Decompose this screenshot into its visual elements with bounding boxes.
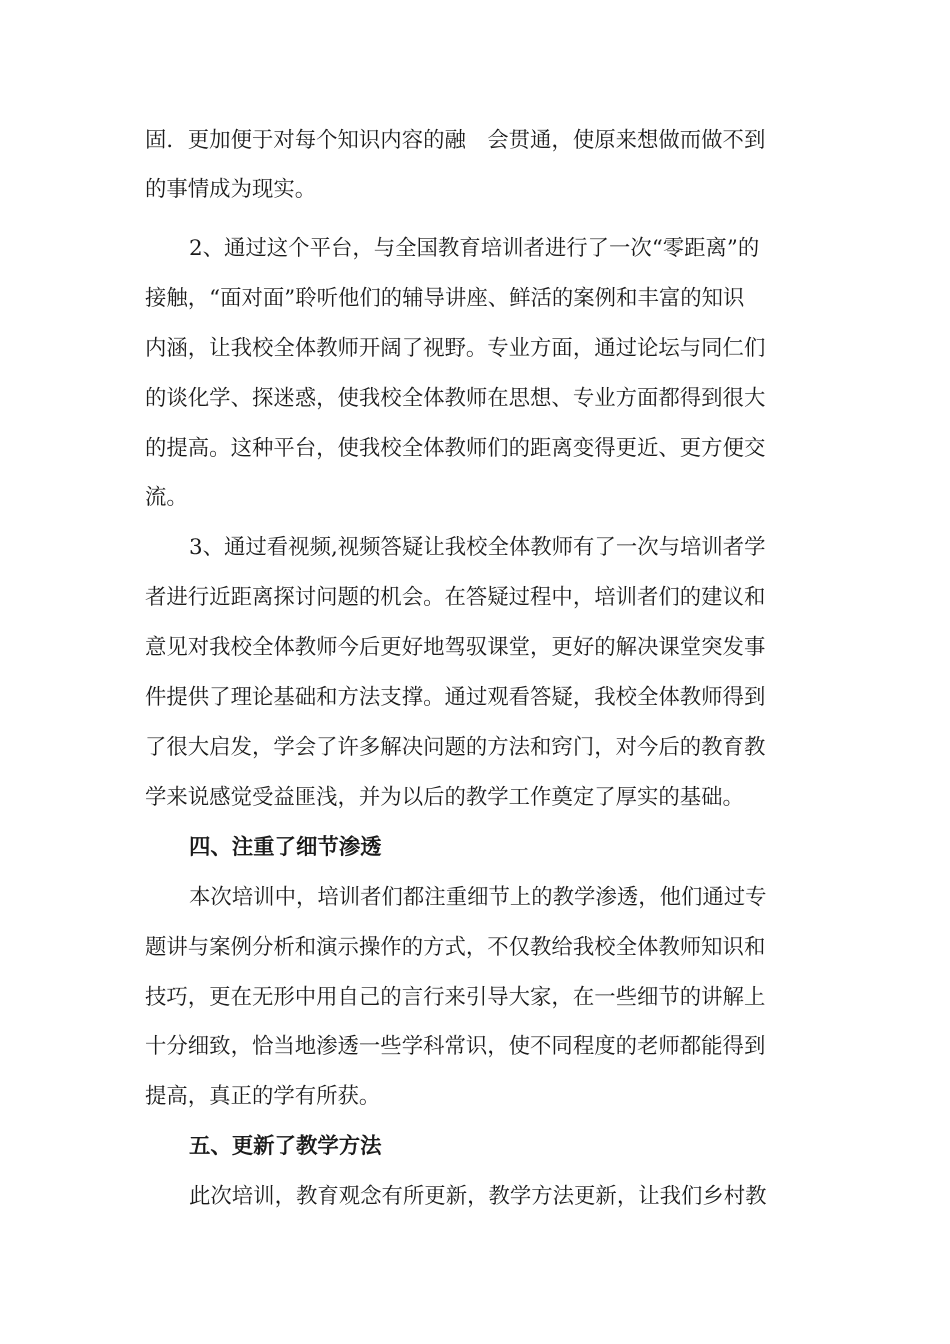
paragraph-first-line: 2、通过这个平台，与全国教育培训者进行了一次“零距离”的 [189,236,760,261]
text-line: 的提高。这种平台，使我校全体教师们的距离变得更近、更方便交 [145,436,766,461]
text-line: 流。 [145,485,188,510]
text-line: 内涵，让我校全体教师开阔了视野。专业方面，通过论坛与同仁们 [145,336,766,361]
paragraph-first-line: 本次培训中，培训者们都注重细节上的教学渗透，他们通过专 [189,885,767,910]
text-line: 题讲与案例分析和演示操作的方式，不仅教给我校全体教师知识和 [145,935,766,960]
text-line: 的谈化学、探迷惑，使我校全体教师在思想、专业方面都得到很大 [145,386,766,411]
paragraph-first-line: 3、通过看视频,视频答疑让我校全体教师有了一次与培训者学 [189,535,766,560]
text-line: 者进行近距离探讨问题的机会。在答疑过程中，培训者们的建议和 [145,585,766,610]
text-line: 学来说感觉受益匪浅，并为以后的教学工作奠定了厚实的基础。 [145,785,744,810]
section-heading: 四、注重了细节渗透 [189,835,382,860]
text-line: 意见对我校全体教师今后更好地驾驭课堂，更好的解决课堂突发事 [145,635,766,660]
text-line: 了很大启发，学会了许多解决问题的方法和窍门，对今后的教育教 [145,735,766,760]
text-line: 固．更加便于对每个知识内容的融 会贯通，使原来想做而做不到 [145,128,766,153]
text-line: 件提供了理论基础和方法支撑。通过观看答疑，我校全体教师得到 [145,685,766,710]
text-line: 接触，“面对面”聆听他们的辅导讲座、鲜活的案例和丰富的知识 [145,286,745,311]
paragraph-first-line: 此次培训，教育观念有所更新，教学方法更新，让我们乡村教 [189,1184,767,1209]
text-line: 提高，真正的学有所获。 [145,1084,381,1109]
text-line: 十分细致，恰当地渗透一些学科常识，使不同程度的老师都能得到 [145,1034,766,1059]
section-heading: 五、更新了教学方法 [189,1134,382,1159]
text-line: 技巧，更在无形中用自己的言行来引导大家，在一些细节的讲解上 [145,985,766,1010]
text-line: 的事情成为现实。 [145,177,317,202]
